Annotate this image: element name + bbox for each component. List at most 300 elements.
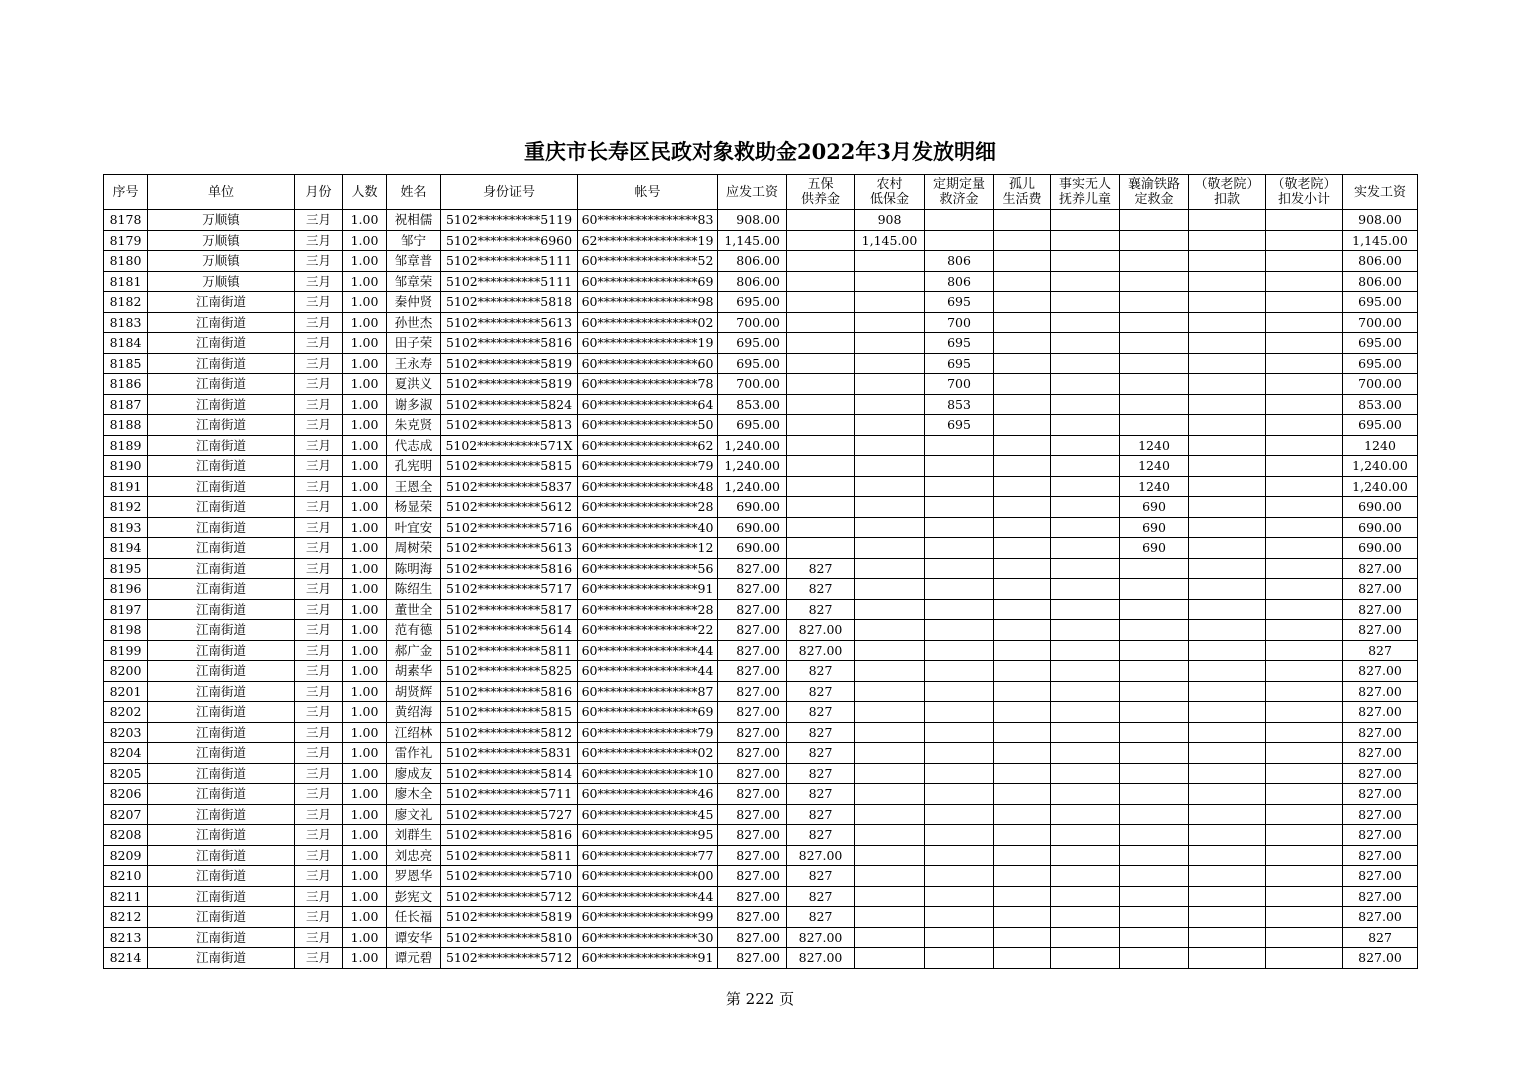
table-cell: [1189, 579, 1266, 600]
table-cell: [855, 948, 925, 969]
table-cell: 60****************56: [578, 558, 718, 579]
table-cell: 5102**********5717: [441, 579, 578, 600]
table-cell: 60****************30: [578, 927, 718, 948]
table-cell: 万顺镇: [148, 230, 295, 251]
table-cell: 1.00: [343, 948, 387, 969]
table-cell: 江南街道: [148, 579, 295, 600]
table-cell: [1189, 333, 1266, 354]
table-row: [104, 599, 1418, 620]
table-cell: [994, 661, 1051, 682]
table-cell: 1.00: [343, 292, 387, 313]
table-cell: [1189, 907, 1266, 928]
table-cell: [925, 640, 994, 661]
table-cell: 三月: [295, 558, 343, 579]
table-cell: 1.00: [343, 476, 387, 497]
table-cell: [925, 435, 994, 456]
table-cell: [787, 251, 855, 272]
table-cell: [925, 784, 994, 805]
table-cell: [855, 538, 925, 559]
table-cell: 孔宪明: [387, 456, 441, 477]
table-cell: 853.00: [718, 394, 787, 415]
table-cell: 60****************02: [578, 743, 718, 764]
table-cell: 1,240.00: [1343, 476, 1418, 497]
table-cell: [787, 374, 855, 395]
table-cell: 690: [1120, 497, 1189, 518]
table-cell: [1120, 948, 1189, 969]
table-cell: [855, 579, 925, 600]
table-cell: 827: [787, 763, 855, 784]
table-cell: [1120, 251, 1189, 272]
table-cell: 5102**********5613: [441, 312, 578, 333]
table-cell: [1120, 845, 1189, 866]
table-cell: 827.00: [718, 845, 787, 866]
table-cell: 690.00: [1343, 517, 1418, 538]
table-cell: [1120, 620, 1189, 641]
table-cell: 827.00: [718, 948, 787, 969]
column-header: 身份证号: [441, 175, 578, 210]
table-cell: [1189, 251, 1266, 272]
table-cell: 秦仲贤: [387, 292, 441, 313]
table-cell: 827.00: [718, 825, 787, 846]
table-cell: 5102**********5810: [441, 927, 578, 948]
table-row: [104, 271, 1418, 292]
table-cell: 695: [925, 292, 994, 313]
table-row: [104, 620, 1418, 641]
table-cell: 908.00: [718, 210, 787, 231]
table-cell: [994, 497, 1051, 518]
table-cell: 江南街道: [148, 866, 295, 887]
table-cell: 1.00: [343, 722, 387, 743]
table-cell: 60****************79: [578, 456, 718, 477]
table-cell: [1051, 804, 1120, 825]
table-cell: 8187: [104, 394, 148, 415]
table-cell: 邹章荣: [387, 271, 441, 292]
table-cell: 5102**********5837: [441, 476, 578, 497]
table-cell: 60****************60: [578, 353, 718, 374]
table-cell: [925, 763, 994, 784]
table-cell: [1051, 497, 1120, 518]
column-header: （敬老院） 扣款: [1189, 175, 1266, 210]
table-cell: 695: [925, 333, 994, 354]
table-cell: 1.00: [343, 640, 387, 661]
table-cell: 谭元碧: [387, 948, 441, 969]
table-cell: 60****************45: [578, 804, 718, 825]
table-cell: [925, 620, 994, 641]
table-cell: 8210: [104, 866, 148, 887]
table-cell: 695.00: [718, 415, 787, 436]
table-cell: 廖文礼: [387, 804, 441, 825]
table-cell: 700: [925, 374, 994, 395]
table-cell: [1051, 825, 1120, 846]
table-cell: 5102**********5817: [441, 599, 578, 620]
table-cell: 祝相儒: [387, 210, 441, 231]
table-cell: 60****************99: [578, 907, 718, 928]
table-cell: 695.00: [1343, 292, 1418, 313]
column-header: 实发工资: [1343, 175, 1418, 210]
table-cell: 700.00: [718, 312, 787, 333]
table-cell: [994, 476, 1051, 497]
table-cell: 5102**********5812: [441, 722, 578, 743]
column-header: 定期定量 救济金: [925, 175, 994, 210]
table-cell: 5102**********5818: [441, 292, 578, 313]
table-cell: 三月: [295, 271, 343, 292]
table-cell: 1.00: [343, 497, 387, 518]
table-cell: 827.00: [718, 579, 787, 600]
table-cell: [1051, 784, 1120, 805]
table-cell: 三月: [295, 415, 343, 436]
column-header: 单位: [148, 175, 295, 210]
table-cell: 908: [855, 210, 925, 231]
table-cell: 1.00: [343, 435, 387, 456]
table-cell: [1051, 620, 1120, 641]
table-cell: 60****************44: [578, 661, 718, 682]
table-cell: [1189, 292, 1266, 313]
table-cell: 三月: [295, 661, 343, 682]
table-cell: 827: [787, 681, 855, 702]
table-cell: [1266, 927, 1343, 948]
table-cell: [994, 210, 1051, 231]
table-cell: [1189, 394, 1266, 415]
table-cell: [925, 722, 994, 743]
table-cell: 陈绍生: [387, 579, 441, 600]
table-cell: [1051, 415, 1120, 436]
table-cell: 8206: [104, 784, 148, 805]
table-cell: 827: [787, 825, 855, 846]
table-cell: 8178: [104, 210, 148, 231]
table-cell: [1051, 230, 1120, 251]
table-cell: [994, 804, 1051, 825]
table-cell: 8193: [104, 517, 148, 538]
table-cell: 1.00: [343, 333, 387, 354]
table-cell: [1189, 353, 1266, 374]
table-cell: 806.00: [718, 271, 787, 292]
table-cell: 1.00: [343, 804, 387, 825]
table-cell: [1120, 886, 1189, 907]
table-cell: 827.00: [1343, 804, 1418, 825]
table-cell: 江南街道: [148, 907, 295, 928]
table-cell: 8211: [104, 886, 148, 907]
table-cell: [994, 456, 1051, 477]
table-cell: [925, 886, 994, 907]
table-cell: [1266, 251, 1343, 272]
table-cell: [787, 538, 855, 559]
table-cell: 827.00: [1343, 558, 1418, 579]
table-header-row: [104, 175, 1418, 210]
table-cell: [1189, 230, 1266, 251]
table-cell: [787, 497, 855, 518]
table-cell: 8213: [104, 927, 148, 948]
table-cell: [1051, 394, 1120, 415]
table-cell: 5102**********5816: [441, 681, 578, 702]
table-cell: [855, 517, 925, 538]
column-header: 人数: [343, 175, 387, 210]
table-cell: 700.00: [718, 374, 787, 395]
table-cell: 5102**********5825: [441, 661, 578, 682]
table-cell: 江南街道: [148, 784, 295, 805]
table-cell: 谭安华: [387, 927, 441, 948]
table-cell: [1266, 866, 1343, 887]
table-cell: 827.00: [1343, 784, 1418, 805]
table-cell: 60****************44: [578, 640, 718, 661]
table-cell: [994, 640, 1051, 661]
table-cell: [1266, 948, 1343, 969]
table-cell: 853: [925, 394, 994, 415]
table-cell: [1120, 681, 1189, 702]
table-cell: [855, 333, 925, 354]
table-cell: 8188: [104, 415, 148, 436]
column-header: 事实无人 抚养儿童: [1051, 175, 1120, 210]
table-cell: [1120, 292, 1189, 313]
table-cell: [1266, 763, 1343, 784]
table-cell: [1189, 948, 1266, 969]
table-cell: 1.00: [343, 907, 387, 928]
table-cell: 1240: [1120, 456, 1189, 477]
table-cell: 700: [925, 312, 994, 333]
table-cell: 827.00: [787, 948, 855, 969]
table-cell: 827.00: [718, 927, 787, 948]
table-cell: [925, 579, 994, 600]
table-cell: [1120, 210, 1189, 231]
table-cell: [787, 435, 855, 456]
table-cell: 827.00: [1343, 825, 1418, 846]
table-cell: [1120, 374, 1189, 395]
table-cell: 695.00: [718, 353, 787, 374]
table-cell: 胡素华: [387, 661, 441, 682]
relief-payment-table: [103, 174, 1418, 969]
table-cell: 江南街道: [148, 681, 295, 702]
table-cell: 5102**********5111: [441, 271, 578, 292]
table-row: [104, 825, 1418, 846]
table-cell: [1120, 353, 1189, 374]
table-cell: 三月: [295, 599, 343, 620]
table-cell: [994, 353, 1051, 374]
table-row: [104, 722, 1418, 743]
table-cell: 60****************78: [578, 374, 718, 395]
table-row: [104, 640, 1418, 661]
table-cell: 江南街道: [148, 743, 295, 764]
table-cell: 三月: [295, 907, 343, 928]
table-cell: 5102**********5815: [441, 456, 578, 477]
table-cell: 827.00: [718, 886, 787, 907]
table-cell: [1051, 927, 1120, 948]
table-cell: 1,145.00: [718, 230, 787, 251]
table-cell: [1120, 394, 1189, 415]
table-cell: 62****************19: [578, 230, 718, 251]
table-cell: 60****************62: [578, 435, 718, 456]
table-cell: 江南街道: [148, 722, 295, 743]
table-cell: 8192: [104, 497, 148, 518]
table-cell: [1051, 333, 1120, 354]
table-cell: 827.00: [1343, 579, 1418, 600]
table-cell: 廖木全: [387, 784, 441, 805]
table-cell: 三月: [295, 394, 343, 415]
table-cell: [1051, 640, 1120, 661]
table-cell: 三月: [295, 927, 343, 948]
table-cell: 1,145.00: [1343, 230, 1418, 251]
table-cell: [855, 251, 925, 272]
table-cell: [1120, 312, 1189, 333]
table-cell: 江南街道: [148, 845, 295, 866]
table-cell: 60****************12: [578, 538, 718, 559]
table-cell: 8194: [104, 538, 148, 559]
table-cell: 江南街道: [148, 558, 295, 579]
table-cell: 任长福: [387, 907, 441, 928]
table-cell: 827.00: [787, 845, 855, 866]
table-cell: [1266, 353, 1343, 374]
table-cell: 5102**********5813: [441, 415, 578, 436]
table-cell: 827.00: [1343, 681, 1418, 702]
table-cell: [1189, 845, 1266, 866]
table-cell: 827.00: [718, 558, 787, 579]
table-cell: 代志成: [387, 435, 441, 456]
table-cell: [994, 558, 1051, 579]
table-cell: 三月: [295, 210, 343, 231]
table-cell: 江南街道: [148, 661, 295, 682]
table-cell: [1266, 722, 1343, 743]
table-cell: 5102**********5111: [441, 251, 578, 272]
table-cell: 827: [787, 599, 855, 620]
table-cell: 廖成友: [387, 763, 441, 784]
table-cell: 1.00: [343, 845, 387, 866]
table-row: [104, 866, 1418, 887]
table-cell: 1.00: [343, 353, 387, 374]
table-cell: 江南街道: [148, 333, 295, 354]
table-cell: [994, 886, 1051, 907]
table-cell: [787, 271, 855, 292]
table-cell: 806: [925, 251, 994, 272]
table-cell: [1189, 640, 1266, 661]
table-row: [104, 251, 1418, 272]
table-cell: [994, 292, 1051, 313]
table-cell: 827.00: [1343, 763, 1418, 784]
table-cell: 60****************22: [578, 620, 718, 641]
table-cell: 1.00: [343, 394, 387, 415]
table-cell: [1120, 784, 1189, 805]
table-cell: [1266, 333, 1343, 354]
table-cell: 朱克贤: [387, 415, 441, 436]
table-cell: 江南街道: [148, 620, 295, 641]
table-cell: [1051, 599, 1120, 620]
table-cell: 1.00: [343, 927, 387, 948]
table-cell: [855, 845, 925, 866]
table-cell: [1266, 825, 1343, 846]
table-cell: 690.00: [718, 517, 787, 538]
table-cell: 1.00: [343, 825, 387, 846]
table-cell: 刘忠亮: [387, 845, 441, 866]
table-cell: [787, 415, 855, 436]
table-cell: [1266, 579, 1343, 600]
table-cell: 刘群生: [387, 825, 441, 846]
table-cell: 1.00: [343, 251, 387, 272]
table-cell: [1051, 210, 1120, 231]
table-cell: 江南街道: [148, 435, 295, 456]
table-cell: 1.00: [343, 415, 387, 436]
table-cell: 827.00: [718, 702, 787, 723]
table-cell: 8198: [104, 620, 148, 641]
table-cell: 1.00: [343, 866, 387, 887]
table-cell: [994, 845, 1051, 866]
table-cell: 8212: [104, 907, 148, 928]
table-cell: [1189, 435, 1266, 456]
table-cell: [1189, 210, 1266, 231]
table-cell: [1051, 763, 1120, 784]
table-cell: [855, 825, 925, 846]
table-cell: [1051, 456, 1120, 477]
page-number: 第 222 页: [725, 990, 795, 1008]
table-cell: [1189, 722, 1266, 743]
table-cell: [787, 230, 855, 251]
table-cell: [994, 722, 1051, 743]
table-cell: [1189, 558, 1266, 579]
table-cell: [925, 907, 994, 928]
table-cell: [925, 230, 994, 251]
table-cell: [855, 681, 925, 702]
table-cell: 827: [1343, 640, 1418, 661]
table-cell: [855, 456, 925, 477]
table-cell: 江南街道: [148, 804, 295, 825]
table-row: [104, 353, 1418, 374]
table-row: [104, 210, 1418, 231]
table-cell: [1266, 702, 1343, 723]
table-cell: 5102**********5815: [441, 702, 578, 723]
table-cell: 827.00: [787, 640, 855, 661]
table-cell: [1266, 497, 1343, 518]
table-cell: 三月: [295, 312, 343, 333]
table-cell: 8199: [104, 640, 148, 661]
table-cell: 5102**********5727: [441, 804, 578, 825]
table-cell: 王恩全: [387, 476, 441, 497]
table-cell: [994, 927, 1051, 948]
table-cell: 江南街道: [148, 374, 295, 395]
table-cell: 1.00: [343, 599, 387, 620]
table-cell: 王永寿: [387, 353, 441, 374]
table-cell: [855, 620, 925, 641]
table-cell: [1120, 825, 1189, 846]
table-cell: [925, 517, 994, 538]
table-cell: [1266, 271, 1343, 292]
table-cell: [855, 476, 925, 497]
table-cell: [994, 271, 1051, 292]
table-cell: [1266, 312, 1343, 333]
table-cell: [855, 866, 925, 887]
table-row: [104, 230, 1418, 251]
table-cell: [855, 702, 925, 723]
table-cell: [994, 435, 1051, 456]
table-cell: [1266, 394, 1343, 415]
table-cell: 5102**********5819: [441, 353, 578, 374]
table-cell: 江南街道: [148, 394, 295, 415]
table-cell: 700.00: [1343, 312, 1418, 333]
table-row: [104, 784, 1418, 805]
table-cell: [994, 333, 1051, 354]
table-cell: 三月: [295, 353, 343, 374]
table-cell: 三月: [295, 620, 343, 641]
table-cell: [855, 415, 925, 436]
table-cell: 827: [787, 804, 855, 825]
table-cell: 8200: [104, 661, 148, 682]
table-cell: [994, 784, 1051, 805]
table-cell: 827.00: [1343, 948, 1418, 969]
table-cell: [1189, 927, 1266, 948]
table-cell: 江南街道: [148, 927, 295, 948]
table-cell: [1266, 210, 1343, 231]
table-cell: [1266, 681, 1343, 702]
table-cell: 827: [1343, 927, 1418, 948]
table-cell: 陈明海: [387, 558, 441, 579]
table-cell: [1120, 579, 1189, 600]
table-cell: [1266, 538, 1343, 559]
table-cell: 690.00: [1343, 497, 1418, 518]
